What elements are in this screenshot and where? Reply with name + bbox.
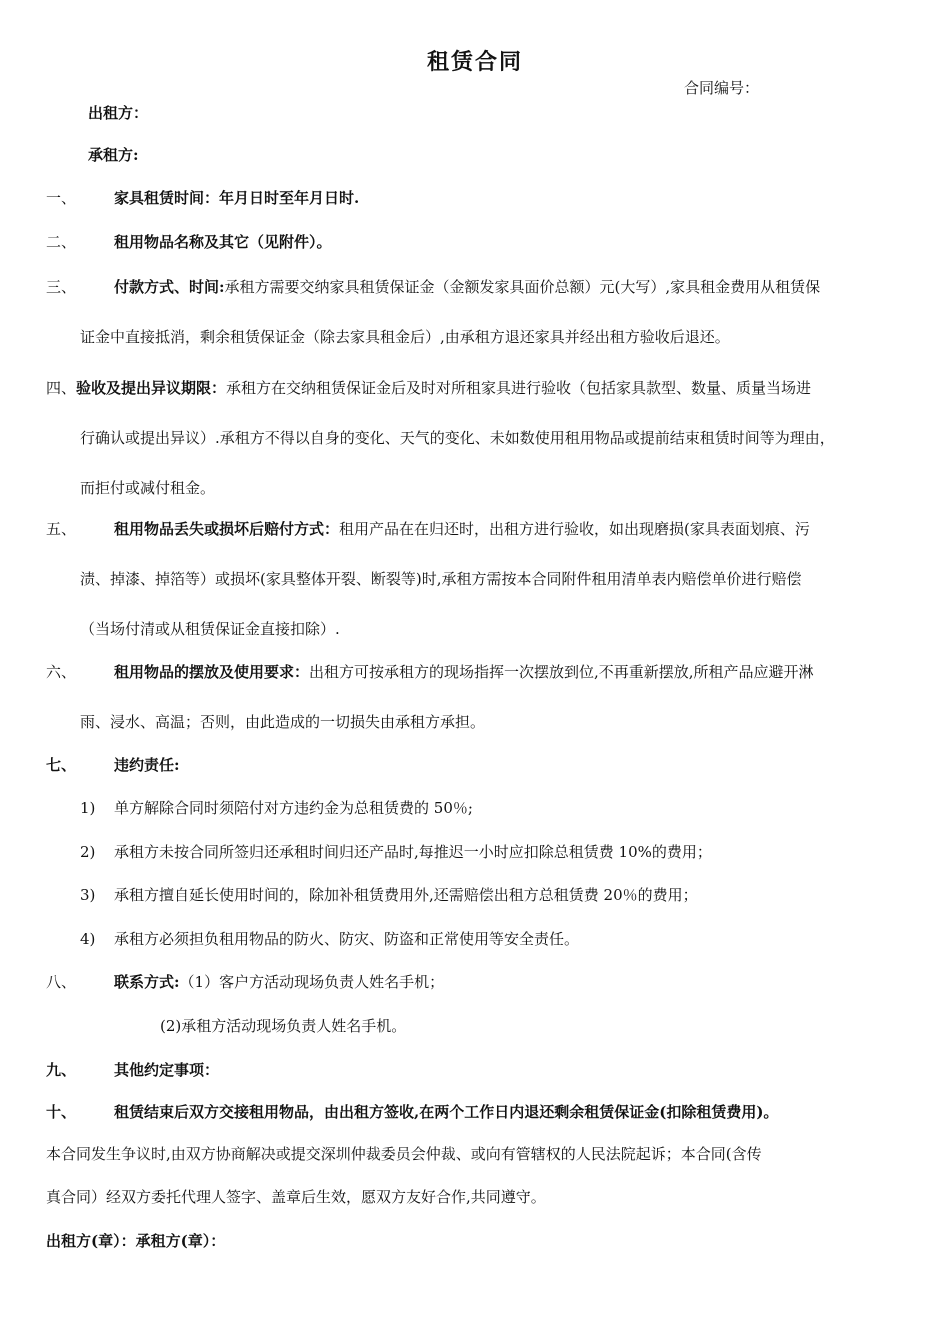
section-2-number: 二、 (46, 233, 77, 251)
section-9-heading: 其他约定事项： (114, 1061, 220, 1079)
section-8-paragraph (114, 972, 444, 992)
breach-item-2-number: 2) (80, 843, 96, 861)
breach-item-2-text: 承租方未按合同所签归还承租时间归还产品时,每推迟一小时应扣除总租赁费 10%的费用； (114, 843, 712, 861)
section-4-line-2: 行确认或提出异议）.承租方不得以自身的变化、天气的变化、未如数使用租用物品或提前结束租赁时间等为理由， (80, 429, 835, 447)
section-4-paragraph (46, 378, 811, 398)
section-8-heading: 联系方式: (114, 973, 180, 991)
section-10-number: 十、 (46, 1103, 77, 1121)
section-5-line-3: （当场付清或从租赁保证金直接扣除）. (80, 620, 340, 638)
lessee-label: 承租方: (88, 146, 139, 164)
closing-line-2: 真合同）经双方委托代理人签字、盖章后生效，愿双方友好合作,共同遵守。 (46, 1188, 546, 1206)
section-6-number: 六、 (46, 663, 77, 681)
closing-line-1: 本合同发生争议时,由双方协商解决或提交深圳仲裁委员会仲裁、或向有管辖权的人民法院起诉；本合同(含传 (46, 1145, 762, 1163)
section-4-line-3: 而拒付或减付租金。 (80, 479, 216, 497)
section-3-line-2: 证金中直接抵消，剩余租赁保证金（除去家具租金后）,由承租方退还家具并经出租方验收后退还。 (80, 328, 730, 346)
section-4-heading: 验收及提出异议期限： (76, 379, 227, 397)
section-5-line-1: 租用产品在在归还时，出租方进行验收，如出现磨损(家具表面划痕、污 (339, 520, 810, 538)
section-3-number: 三、 (46, 278, 77, 296)
section-8-number: 八、 (46, 973, 77, 991)
section-5-number: 五、 (46, 520, 77, 538)
section-10-heading: 租赁结束后双方交接租用物品，由出租方签收,在两个工作日内退还剩余租赁保证金(扣除租赁费用)。 (114, 1103, 779, 1121)
section-2-heading: 租用物品名称及其它（见附件）。 (114, 233, 332, 251)
breach-item-1-text: 单方解除合同时须陪付对方违约金为总租赁费的 50％; (114, 799, 473, 817)
breach-item-4-number: 4) (80, 930, 96, 948)
contract-number-label: 合同编号： (684, 79, 760, 97)
breach-item-3-text: 承租方擅自延长使用时间的，除加补租赁费用外,还需赔偿出租方总租赁费 20％的费用； (114, 886, 698, 904)
section-5-paragraph (114, 519, 810, 539)
section-1-heading: 家具租赁时间：年月日时至年月日时. (114, 189, 360, 207)
section-5-line-2: 渍、掉漆、掉箔等）或损坏(家具整体开裂、断裂等)时,承租方需按本合同附件租用清单表内赔偿单价进行赔偿 (80, 570, 802, 588)
section-8-line-1: （1）客户方活动现场负责人姓名手机； (179, 973, 445, 991)
section-6-paragraph (114, 662, 814, 682)
section-6-heading: 租用物品的摆放及使用要求： (114, 663, 310, 681)
section-6-line-2: 雨、浸水、高温；否则，由此造成的一切损失由承租方承担。 (80, 713, 486, 731)
breach-item-1-number: 1) (80, 799, 96, 817)
section-3-paragraph (114, 277, 820, 297)
section-5-heading: 租用物品丢失或损坏后赔付方式： (114, 520, 340, 538)
section-3-line-1: 承租方需要交纳家具租赁保证金（金额发家具面价总额）元(大写）,家具租金费用从租赁保 (224, 278, 821, 296)
section-8-line-2: (2)承租方活动现场负责人姓名手机。 (160, 1017, 407, 1035)
section-1-number: 一、 (46, 189, 77, 207)
section-3-heading: 付款方式、时间: (114, 278, 225, 296)
lessor-label: 出租方： (88, 104, 149, 122)
section-4-number: 四、 (46, 379, 77, 397)
signature-line: 出租方(章）：承租方(章）： (46, 1232, 226, 1250)
section-7-number: 七、 (46, 756, 77, 774)
breach-item-3-number: 3) (80, 886, 96, 904)
section-6-line-1: 出租方可按承租方的现场指挥一次摆放到位,不再重新摆放,所租产品应避开淋 (309, 663, 814, 681)
section-4-line-1: 承租方在交纳租赁保证金后及时对所租家具进行验收（包括家具款型、数量、质量当场进 (226, 379, 812, 397)
section-7-heading: 违约责任: (114, 756, 180, 774)
section-9-number: 九、 (46, 1061, 77, 1079)
breach-item-4-text: 承租方必须担负租用物品的防火、防灾、防盗和正常使用等安全责任。 (114, 930, 580, 948)
page-title: 租赁合同 (426, 49, 523, 75)
